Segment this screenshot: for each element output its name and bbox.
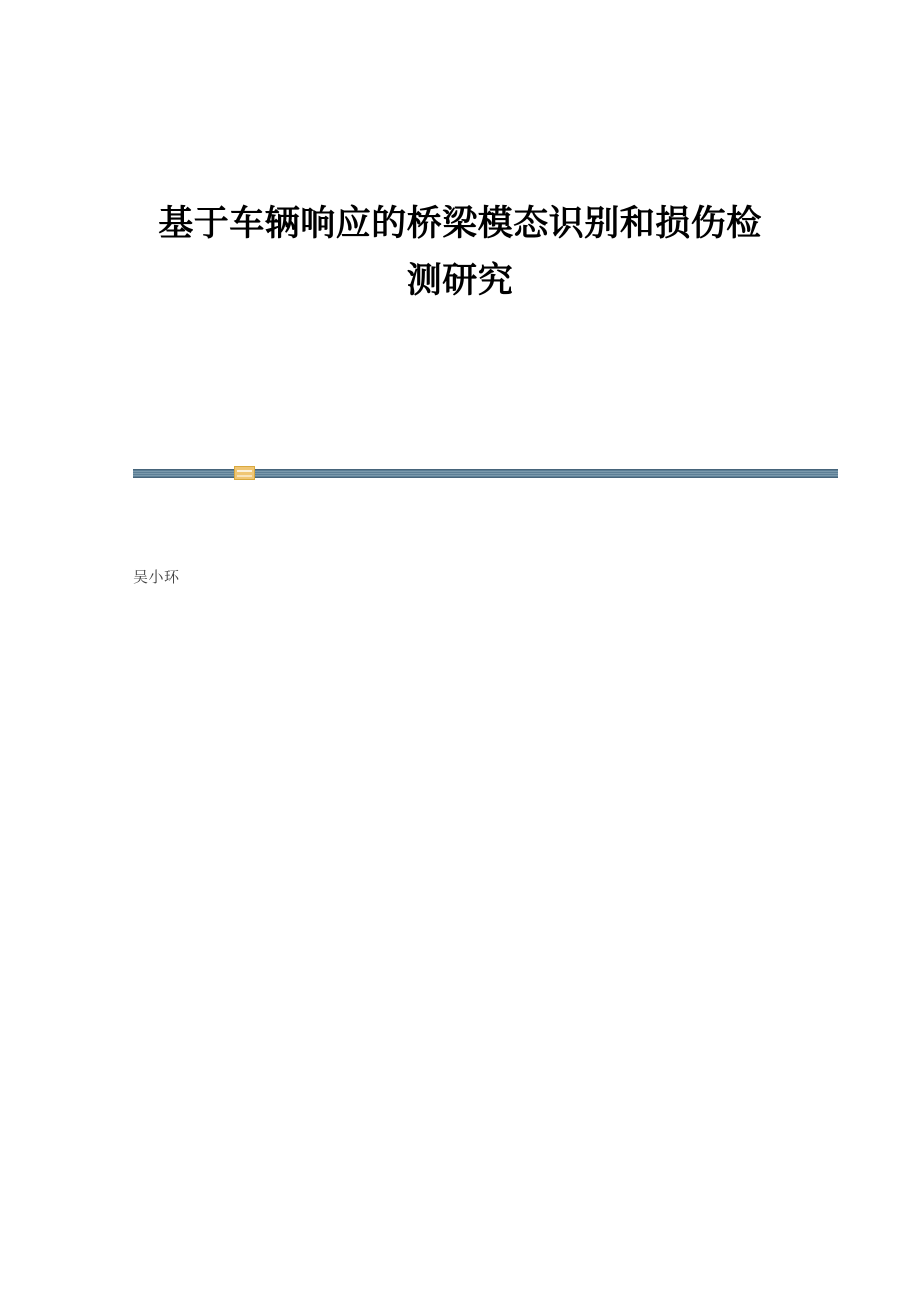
envelope-icon — [234, 466, 255, 480]
page-title-line-2: 测研究 — [406, 259, 514, 301]
author-name: 吴小环 — [133, 568, 180, 586]
title-divider — [133, 466, 838, 480]
title-block — [140, 196, 780, 309]
page-title-line-1: 基于车辆响应的桥梁模态识别和损伤检 — [158, 203, 762, 244]
